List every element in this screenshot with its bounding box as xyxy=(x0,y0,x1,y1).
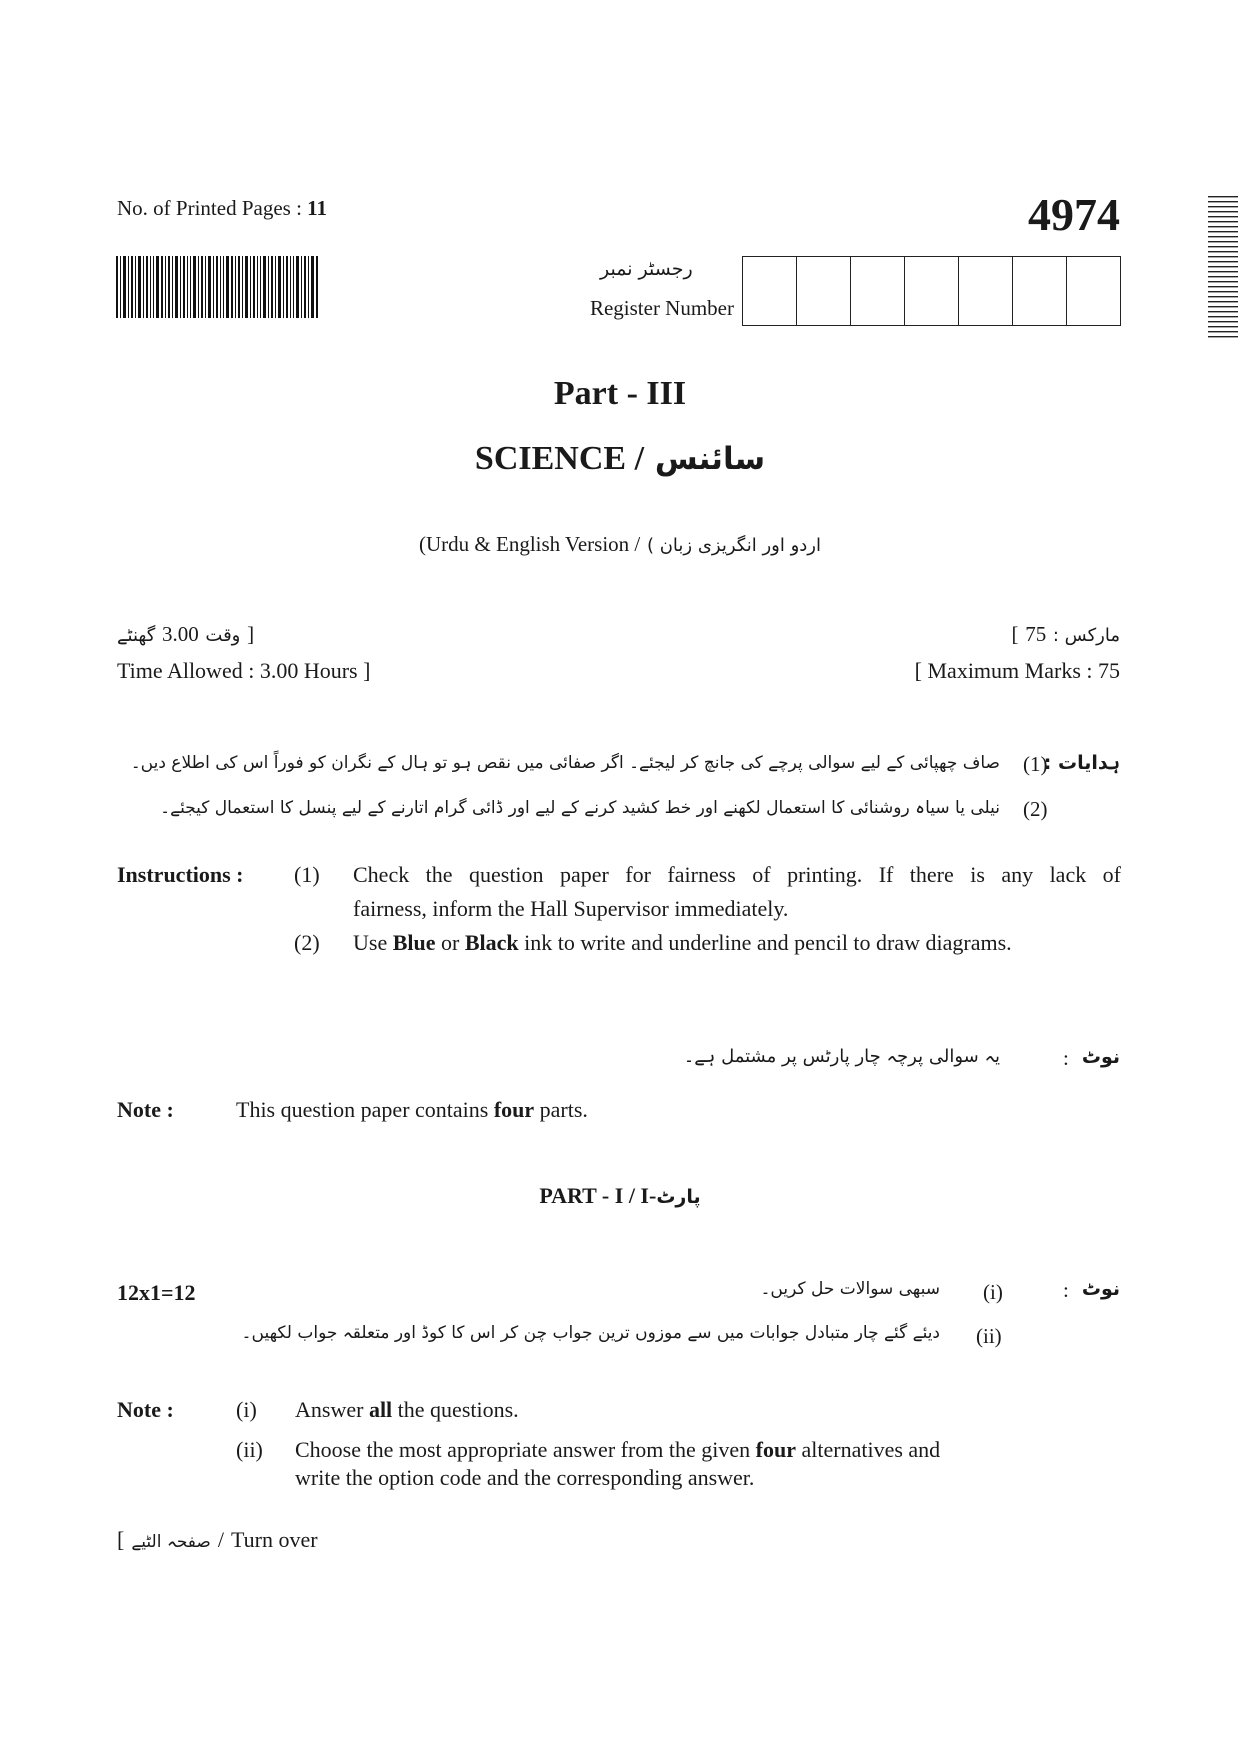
turn-over-english: Turn over xyxy=(230,1527,318,1552)
turn-over-bracket: [ xyxy=(117,1527,125,1552)
register-label: Register Number xyxy=(589,296,734,320)
subject-english: SCIENCE / xyxy=(474,440,645,477)
instruction-2-black: Black xyxy=(464,930,519,955)
maximum-marks: [ Maximum Marks : 75 xyxy=(914,658,1120,683)
instructions-label: Instructions : xyxy=(117,862,244,887)
instruction-2-post: ink to write and underline and pencil to draw diagrams. xyxy=(524,930,1012,955)
turn-over-sep: / xyxy=(217,1527,224,1552)
note-2-item-ii-pre: Choose the most appropriate answer from the given xyxy=(295,1437,751,1462)
note-text-post: parts. xyxy=(539,1097,588,1122)
note-text xyxy=(236,1097,588,1123)
turn-over-urdu: صفحہ الٹیے xyxy=(131,1532,211,1552)
instruction-1-line-2: fairness, inform the Hall Supervisor immediately. xyxy=(353,896,789,921)
marks-urdu-bracket: [ xyxy=(1011,622,1019,646)
marks-urdu-label: مارکس : xyxy=(1052,625,1120,646)
note-label: Note : xyxy=(117,1097,174,1122)
instruction-1-line-1: Check the question paper for fairness of printing. If there is any lack of xyxy=(353,862,1121,887)
note-2-label: Note : xyxy=(117,1397,174,1422)
instructions-urdu-text-2: نیلی یا سیاہ روشنائی کا استعمال لکھنے اور خط کشید کرنے کے لیے اور ڈائی گرام اتارنے کے لیے پنسل کا استعمال کیجئے۔ xyxy=(160,798,1000,818)
note-2-item-i-post: the questions. xyxy=(397,1397,519,1422)
note-urdu-text: یہ سوالی پرچہ چار پارٹس پر مشتمل ہے۔ xyxy=(683,1046,1000,1067)
note-2-item-i xyxy=(295,1397,519,1423)
note-2-urdu-text-1: سبھی سوالات حل کریں۔ xyxy=(760,1279,940,1299)
part-1-heading-ur: پارٹ xyxy=(656,1186,701,1208)
note-2-urdu-colon: : xyxy=(1063,1278,1069,1302)
instructions-urdu-num-2: (2) xyxy=(1023,797,1048,821)
time-urdu-label: وقت xyxy=(205,625,241,646)
register-box[interactable] xyxy=(959,257,1013,325)
instructions-urdu-text-1: صاف چھپائی کے لیے سوالی پرچے کی جانچ کر لیجئے۔ اگر صفائی میں نقص ہو تو ہال کے نگران کو فوراً اس کی اطلاع دیں۔ xyxy=(130,753,1000,773)
note-2-urdu-num-1: (i) xyxy=(983,1280,1003,1304)
instruction-num-2: (2) xyxy=(294,930,320,955)
note-2-urdu-label: نوٹ xyxy=(1081,1278,1120,1300)
version-english: (Urdu & English Version / xyxy=(419,532,641,556)
note-urdu-colon: : xyxy=(1063,1046,1069,1070)
register-number-boxes[interactable] xyxy=(742,256,1121,326)
subject-title xyxy=(0,438,1240,478)
part-1-heading-en: PART - I / I- xyxy=(539,1183,657,1208)
note-2-item-ii-line-1 xyxy=(295,1437,940,1463)
register-box[interactable] xyxy=(1013,257,1067,325)
marks-urdu-value: 75 xyxy=(1025,622,1047,646)
instruction-2-pre: Use xyxy=(353,930,388,955)
note-2-num-ii: (ii) xyxy=(236,1437,263,1462)
instructions-urdu-label: ہدایات : xyxy=(1043,752,1120,774)
note-2-urdu-text-2: دیئے گئے چار متبادل جوابات میں سے موزوں ترین جواب چن کر اس کا کوڈ اور متعلقہ جواب لکھیں۔ xyxy=(241,1323,940,1343)
turn-over xyxy=(117,1527,318,1553)
part-title: Part - III xyxy=(553,375,687,412)
instructions-urdu-num-1: (1) xyxy=(1023,752,1048,776)
printed-pages-label: No. of Printed Pages : xyxy=(117,196,302,220)
time-urdu-value: 3.00 xyxy=(161,622,199,646)
note-2-item-i-pre: Answer xyxy=(295,1397,364,1422)
marks-allocation: 12x1=12 xyxy=(117,1280,196,1305)
note-2-urdu-num-2: (ii) xyxy=(976,1324,1002,1348)
time-urdu-unit: گھنٹے xyxy=(117,625,156,646)
barcode-image xyxy=(116,256,318,318)
register-box[interactable] xyxy=(905,257,959,325)
register-box[interactable] xyxy=(851,257,905,325)
subject-urdu: سائنس xyxy=(654,441,766,477)
note-2-item-ii-post: alternatives and xyxy=(801,1437,941,1462)
part-1-heading xyxy=(0,1183,1240,1209)
time-urdu-bracket: ] xyxy=(247,622,255,646)
instruction-num-1: (1) xyxy=(294,862,320,887)
marks-urdu xyxy=(1012,622,1121,647)
register-label-urdu: رجسٹر نمبر xyxy=(600,258,693,280)
paper-code: 4974 xyxy=(1028,189,1120,240)
side-timing-marks xyxy=(1208,196,1238,341)
instruction-2 xyxy=(353,930,1012,956)
note-2-item-ii-line-2: write the option code and the corresponding answer. xyxy=(295,1465,755,1490)
instruction-2-blue: Blue xyxy=(392,930,436,955)
register-box[interactable] xyxy=(1067,257,1120,325)
note-text-pre: This question paper contains xyxy=(236,1097,489,1122)
note-urdu-label: نوٹ xyxy=(1081,1046,1120,1068)
note-2-num-i: (i) xyxy=(236,1397,257,1422)
note-text-bold: four xyxy=(493,1097,535,1122)
note-2-item-i-bold: all xyxy=(368,1397,393,1422)
register-box[interactable] xyxy=(743,257,797,325)
printed-pages-value: 11 xyxy=(307,196,327,220)
printed-pages xyxy=(117,196,327,221)
instruction-2-mid: or xyxy=(441,930,460,955)
version-urdu: اردو اور انگریزی زبان ) xyxy=(646,535,821,556)
note-2-item-ii-bold: four xyxy=(755,1437,796,1462)
register-box[interactable] xyxy=(797,257,851,325)
time-urdu xyxy=(117,622,254,647)
time-allowed: Time Allowed : 3.00 Hours ] xyxy=(117,658,371,683)
version-line xyxy=(0,532,1240,557)
